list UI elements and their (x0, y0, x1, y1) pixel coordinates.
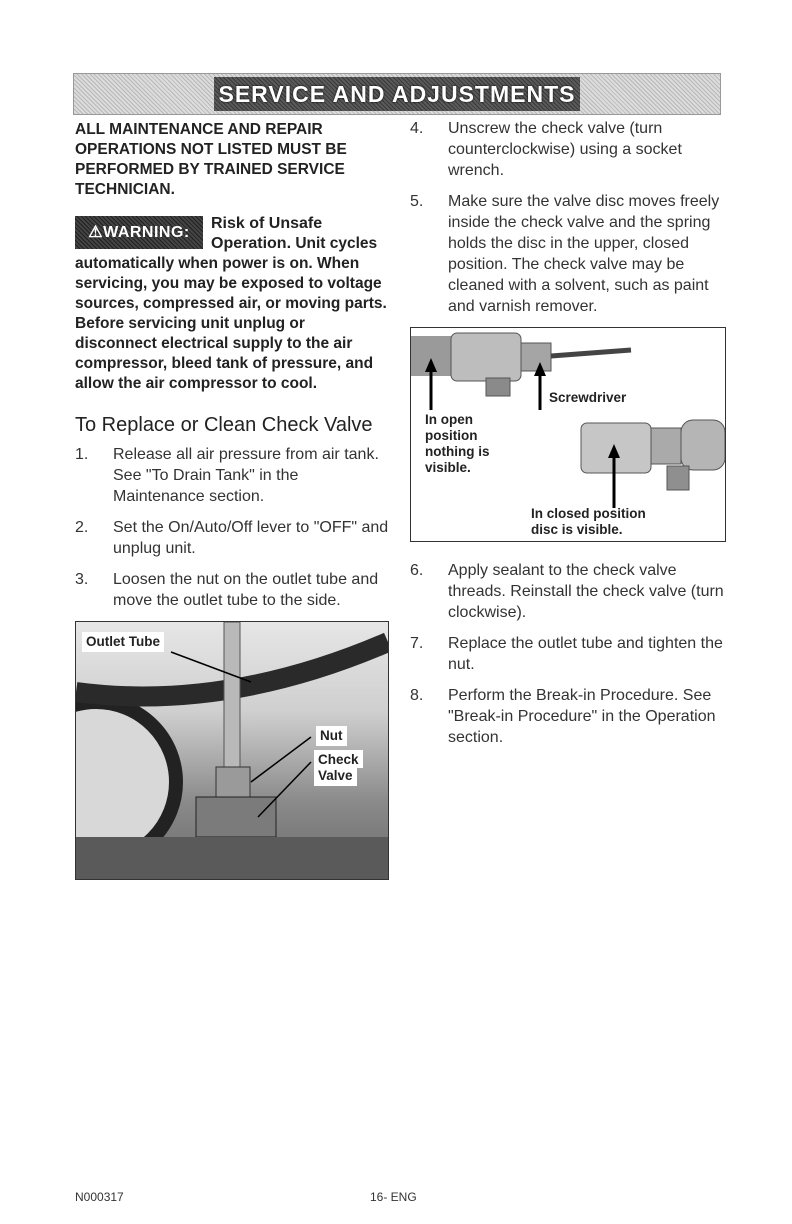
list-item: 1. Release all air pressure from air tank. See "To Drain Tank" in the Maintenance section. (75, 446, 379, 505)
right-column (410, 118, 730, 758)
check-label: Check (314, 750, 363, 768)
list-item: 2. Set the On/Auto/Off lever to "OFF" and unplug unit. (75, 519, 389, 557)
page-title: SERVICE AND ADJUSTMENTS (218, 80, 576, 107)
warning-badge (75, 216, 203, 249)
tank-surface (76, 837, 388, 879)
steps-list-right-b (410, 560, 730, 748)
steps-list-right-a (410, 118, 730, 317)
open-position-label-2: position (425, 428, 478, 443)
open-position-label-1: In open (425, 412, 473, 427)
list-item: 3. Loosen the nut on the outlet tube and move the outlet tube to the side. (75, 571, 379, 609)
closed-position-label-1: In closed position (531, 506, 646, 521)
open-position-label-3: nothing is (425, 444, 490, 459)
warning-text: Unit cycles automatically when power is on. When servicing, you may be exposed to voltage sources, compressed air, or moving parts. Before servicing unit unplug or disconnect electrical supply to the air compressor, bleed tank of pressure, and allow the air compressor to cool. (75, 235, 387, 392)
page-number: 16- ENG (370, 1190, 417, 1204)
closed-position-label-2: disc is visible. (531, 522, 623, 537)
document-code: N000317 (75, 1190, 124, 1204)
left-column (75, 120, 390, 880)
screwdriver-label: Screwdriver (549, 390, 627, 405)
list-item: 7. Replace the outlet tube and tighten the nut. (410, 635, 723, 673)
maintenance-notice: ALL MAINTENANCE AND REPAIR OPERATIONS NOT LISTED MUST BE PERFORMED BY TRAINED SERVICE TECHNICIAN. (75, 121, 347, 198)
nut-icon (216, 767, 250, 797)
list-item: 4. Unscrew the check valve (turn counterclockwise) using a socket wrench. (410, 120, 682, 179)
open-position-label-4: visible. (425, 460, 471, 475)
check-valve-photo (410, 327, 726, 542)
warning-badge-label: ⚠WARNING: (88, 223, 190, 241)
warning-heading: Risk of Unsafe Operation. (211, 215, 323, 252)
valve-label: Valve (314, 768, 357, 786)
banner-title-band (214, 77, 580, 111)
section-heading: To Replace or Clean Check Valve (75, 414, 373, 436)
screwdriver-icon (551, 350, 631, 356)
warning-block (75, 214, 390, 394)
outlet-tube-label: Outlet Tube (82, 632, 164, 652)
outlet-tube-icon (224, 622, 240, 772)
closed-valve-icon (581, 423, 651, 473)
list-item: 5. Make sure the valve disc moves freely inside the check valve and the spring holds the disc in the upper, closed position. The check valve may be cleaned with a solvent, such as paint and varnish remover. (410, 193, 720, 315)
open-valve-icon (451, 333, 521, 381)
check-valve-icon (196, 797, 276, 837)
section-banner (73, 73, 721, 115)
nut-label: Nut (316, 726, 347, 746)
list-item: 6. Apply sealant to the check valve threads. Reinstall the check valve (turn clockwise). (410, 562, 724, 621)
list-item: 8. Perform the Break-in Procedure. See "Break-in Procedure" in the Operation section. (410, 687, 716, 746)
outlet-tube-photo (75, 621, 389, 880)
steps-list-left (75, 444, 390, 611)
